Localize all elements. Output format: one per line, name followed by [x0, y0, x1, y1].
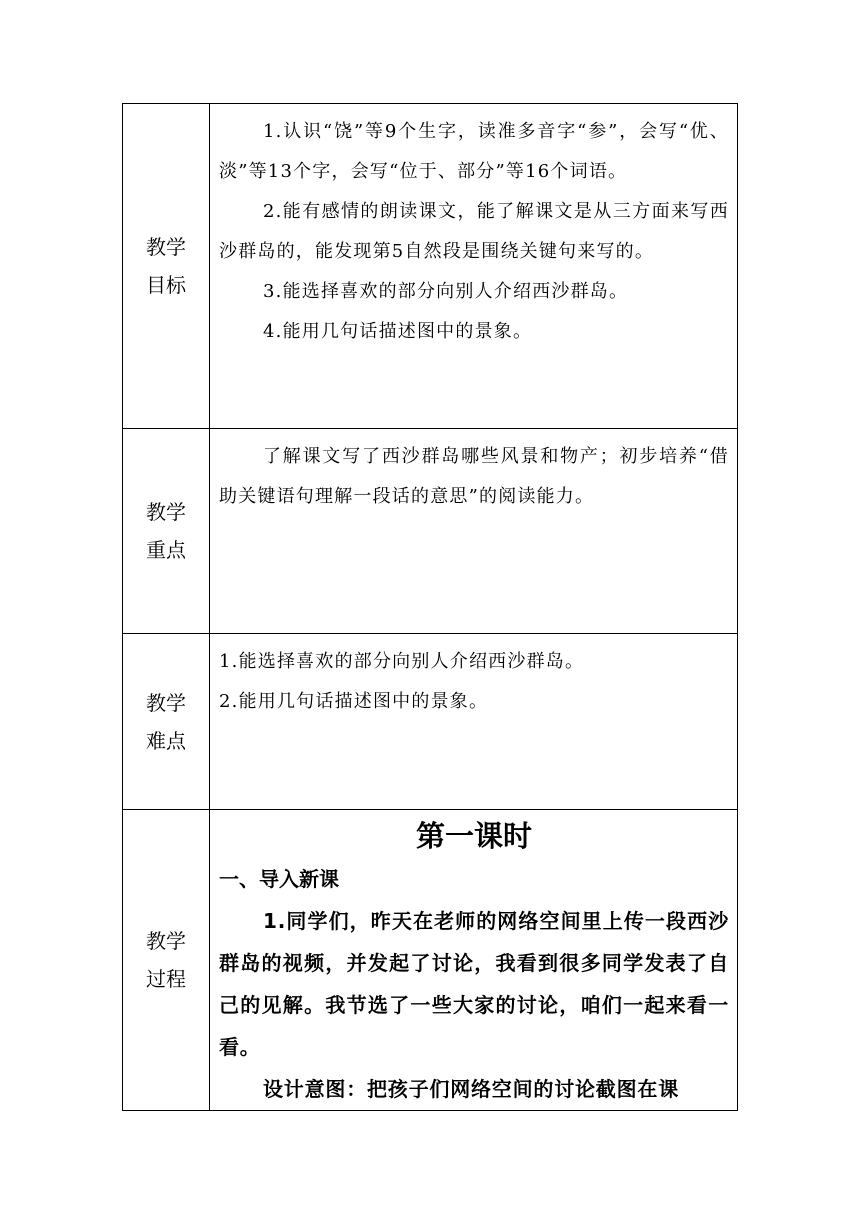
objective-item: 3.能选择喜欢的部分向别人介绍西沙群岛。 [263, 281, 629, 302]
key-points-row [123, 429, 738, 634]
difficulties-content [210, 634, 738, 810]
label-line: 难点 [146, 728, 186, 753]
label-line: 教学 [146, 500, 186, 524]
difficulty-item: 2.能用几句话描述图中的景象。 [219, 691, 489, 712]
difficulties-label [123, 634, 210, 810]
process-paragraph: 1.同学们，昨天在老师的网络空间里上传一段西沙群岛的视频，并发起了讨论，我看到很多同学发表了自己的见解。我节选了一些大家的讨论，咱们一起来看一看。 [219, 909, 729, 1059]
label-line: 目标 [146, 273, 186, 297]
objective-item: 2.能有感情的朗读课文，能了解课文是从三方面来写西沙群岛的，能发现第5自然段是围绕关键句来写的。 [219, 201, 729, 262]
design-intent-paragraph: 设计意图：把孩子们网络空间的讨论截图在课 [263, 1077, 679, 1101]
label-line: 重点 [146, 538, 186, 562]
objective-item: 1.认识“饶”等9个生字，读准多音字“参”，会写“优、淡”等13个字，会写“位于、部分”等16个词语。 [219, 121, 729, 182]
key-points-label [123, 429, 210, 634]
label-line: 教学 [146, 235, 186, 259]
objective-item: 4.能用几句话描述图中的景象。 [263, 321, 533, 342]
objectives-row [123, 104, 738, 429]
process-label [123, 810, 210, 1111]
process-row [123, 810, 738, 1111]
section-heading: 一、导入新课 [219, 867, 339, 891]
objectives-content [210, 104, 738, 429]
key-points-text: 了解课文写了西沙群岛哪些风景和物产；初步培养“借助关键语句理解一段话的意思”的阅读能力。 [219, 446, 729, 507]
label-line: 教学 [146, 929, 186, 953]
label-line: 过程 [146, 967, 186, 991]
difficulty-item: 1.能选择喜欢的部分向别人介绍西沙群岛。 [219, 651, 585, 672]
lesson-plan-table [122, 103, 738, 1111]
process-content [210, 810, 738, 1111]
label-line: 教学 [146, 690, 186, 715]
difficulties-row [123, 634, 738, 810]
key-points-content [210, 429, 738, 634]
session-title: 第一课时 [415, 819, 532, 853]
objectives-label [123, 104, 210, 429]
